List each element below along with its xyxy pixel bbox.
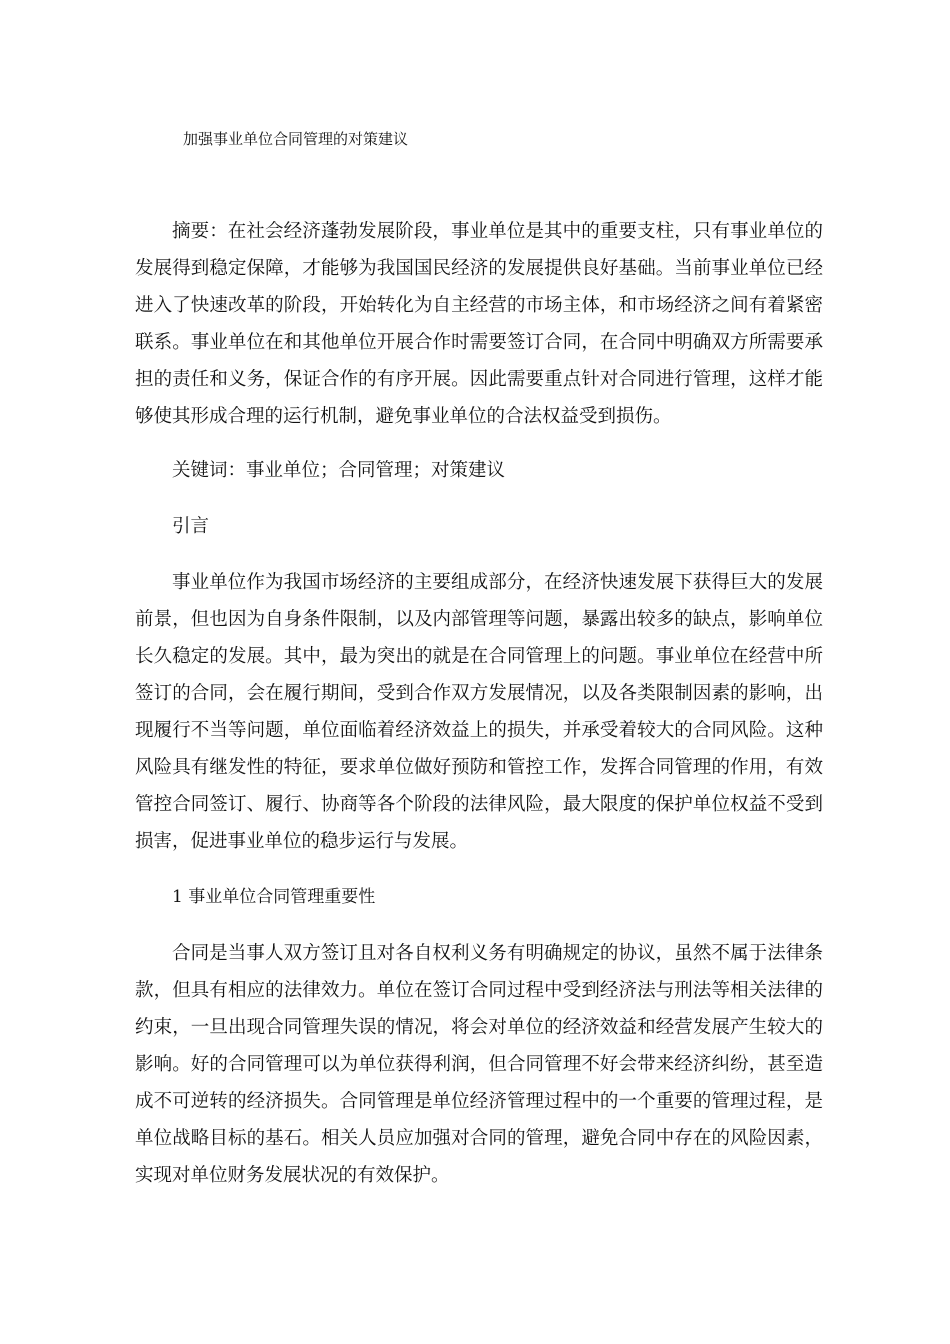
abstract-paragraph: 摘要：在社会经济蓬勃发展阶段，事业单位是其中的重要支柱，只有事业单位的发展得到稳定保障，才能够为我国国民经济的发展提供良好基础。当前事业单位已经进入了快速改革的阶段，开始转化为自主经营的市场主体，和市场经济之间有着紧密联系。事业单位在和其他单位开展合作时需要签订合同，在合同中明确双方所需要承担的责任和义务，保证合作的有序开展。因此需要重点针对合同进行管理，这样才能够使其形成合理的运行机制，避免事业单位的合法权益受到损伤。	[135, 221, 823, 427]
intro-paragraph: 事业单位作为我国市场经济的主要组成部分，在经济快速发展下获得巨大的发展前景，但也因为自身条件限制，以及内部管理等问题，暴露出较多的缺点，影响单位长久稳定的发展。其中，最为突出的就是在合同管理上的问题。事业单位在经营中所签订的合同，会在履行期间，受到合作双方发展情况，以及各类限制因素的影响，出现履行不当等问题，单位面临着经济效益上的损失，并承受着较大的合同风险。这种风险具有继发性的特征，要求单位做好预防和管控工作，发挥合同管理的作用，有效管控合同签订、履行、协商等各个阶段的法律风险，最大限度的保护单位权益不受到损害，促进事业单位的稳步运行与发展。	[135, 572, 823, 852]
keywords-line: 关键词：事业单位；合同管理；对策建议	[172, 460, 506, 481]
intro-heading: 引言	[172, 516, 210, 537]
section-1-paragraph: 合同是当事人双方签订且对各自权利义务有明确规定的协议，虽然不属于法律条款，但具有相应的法律效力。单位在签订合同过程中受到经济法与刑法等相关法律的约束，一旦出现合同管理失误的情况，将会对单位的经济效益和经营发展产生较大的影响。好的合同管理可以为单位获得利润，但合同管理不好会带来经济纠纷，甚至造成不可逆转的经济损失。合同管理是单位经济管理过程中的一个重要的管理过程，是单位战略目标的基石。相关人员应加强对合同的管理，避免合同中存在的风险因素，实现对单位财务发展状况的有效保护。	[135, 943, 823, 1186]
section-1-heading: 1 事业单位合同管理重要性	[172, 887, 376, 907]
document-title: 加强事业单位合同管理的对策建议	[183, 130, 409, 148]
